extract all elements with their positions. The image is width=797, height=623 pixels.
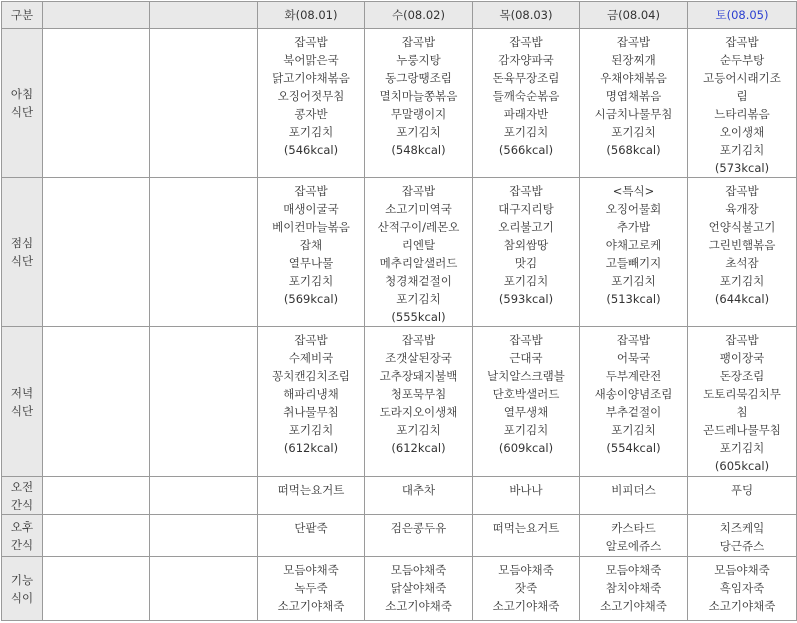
blank-cell (150, 515, 258, 557)
menu-item: 닭살야채죽 (390, 581, 447, 595)
menu-item: 어묵국 (616, 351, 651, 365)
menu-cell (365, 557, 473, 621)
menu-cell (580, 178, 688, 327)
menu-item: 순두부탕 (719, 53, 765, 67)
menu-cell (258, 477, 365, 515)
menu-item: <특식> (612, 184, 655, 198)
menu-item: 잡곡밥 (401, 184, 436, 198)
blank-cell (43, 327, 150, 477)
menu-item: 녹두죽 (294, 581, 328, 595)
menu-item: 떠먹는요거트 (277, 483, 345, 497)
menu-item: 꽁치캔김치조림 (272, 369, 350, 383)
menu-item: 모듬야채죽 (498, 563, 554, 577)
meal-row (2, 327, 797, 477)
menu-item: 포기김치 (719, 143, 765, 157)
menu-item: (568kcal) (606, 143, 661, 157)
day-header-saturday: 토(08.05) (688, 2, 797, 29)
menu-item: 림 (736, 89, 748, 103)
menu-item: 닭고기야채볶음 (272, 71, 350, 85)
blank-cell (150, 178, 258, 327)
menu-item: 날치알스크램블 (487, 369, 565, 383)
menu-cell (258, 515, 365, 557)
blank-cell (43, 515, 150, 557)
day-header: 목(08.03) (473, 2, 580, 29)
menu-item: 두부계란전 (605, 369, 662, 383)
menu-item: 언양식불고기 (708, 220, 776, 234)
menu-item: (573kcal) (714, 161, 770, 175)
menu-item: 시금치나물무침 (594, 107, 673, 121)
menu-item: 초석잠 (725, 256, 759, 270)
meal-row (2, 557, 797, 621)
menu-item: 소고기야채죽 (708, 599, 776, 613)
menu-cell (580, 515, 688, 557)
row-label-text: 저녁 (10, 385, 34, 400)
menu-item: 동그랑땡조림 (385, 71, 452, 85)
menu-cell (473, 557, 580, 621)
menu-item: 오리불고기 (498, 220, 554, 234)
menu-item: 새송이양념조림 (594, 387, 673, 401)
menu-item: 산적구이/레몬오 (377, 220, 460, 234)
menu-item: 팽이장국 (719, 351, 765, 365)
meal-row (2, 515, 797, 557)
menu-item: 잡곡밥 (401, 333, 436, 347)
menu-item: (644kcal) (714, 292, 770, 306)
menu-item: 곤드레나물무침 (703, 423, 781, 437)
row-label-text: 기능 (10, 572, 34, 587)
menu-item: (548kcal) (391, 143, 446, 157)
menu-cell (365, 178, 473, 327)
menu-item: 침 (736, 405, 748, 419)
menu-item: 청포묵무침 (390, 387, 447, 401)
blank-cell (43, 557, 150, 621)
menu-item: 포기김치 (396, 292, 441, 306)
menu-cell (473, 29, 580, 178)
menu-item: 추가밥 (616, 220, 651, 234)
menu-item: 모듬야채죽 (390, 563, 447, 577)
menu-cell (580, 327, 688, 477)
menu-item: 치즈케잌 (719, 521, 765, 535)
menu-item: 매생이굴국 (283, 202, 339, 216)
menu-item: 포기김치 (288, 274, 334, 288)
meal-row (2, 178, 797, 327)
menu-item: 알로에쥬스 (605, 539, 662, 553)
menu-cell (365, 477, 473, 515)
row-label-text: 오후 (10, 519, 34, 534)
menu-item: 포기김치 (503, 274, 549, 288)
menu-item: 포기김치 (288, 423, 334, 437)
menu-item: 포기김치 (611, 125, 656, 139)
row-label (2, 515, 43, 557)
menu-item: 잡곡밥 (509, 35, 543, 49)
menu-item: 야채고로케 (605, 238, 662, 252)
menu-item: 열무나물 (288, 256, 334, 270)
menu-item: 잡곡밥 (509, 184, 543, 198)
blank-cell (43, 178, 150, 327)
menu-item: 콩자반 (294, 107, 328, 121)
row-label-text: 간식 (10, 497, 34, 512)
menu-item: 부추겉절이 (605, 405, 662, 419)
menu-item: 메추리알샐러드 (379, 256, 458, 270)
menu-item: 단호박샐러드 (492, 387, 560, 401)
menu-item: (555kcal) (391, 310, 446, 324)
menu-item: 느타리볶음 (714, 107, 770, 121)
menu-item: 흑임자죽 (719, 581, 765, 595)
menu-item: 잡곡밥 (616, 333, 651, 347)
row-label-text: 식단 (10, 403, 34, 418)
menu-item: (612kcal) (283, 441, 339, 455)
menu-cell (688, 29, 797, 178)
menu-item: 오징어젓무침 (277, 89, 345, 103)
menu-cell (365, 327, 473, 477)
row-label (2, 557, 43, 621)
menu-item: 포기김치 (503, 423, 549, 437)
menu-item: 베이컨마늘볶음 (272, 220, 350, 234)
menu-item: 열무생채 (503, 405, 549, 419)
menu-item: 수제비국 (288, 351, 334, 365)
menu-item: 잡곡밥 (509, 333, 543, 347)
menu-item: 떠먹는요거트 (492, 521, 560, 535)
day-header: 금(08.04) (580, 2, 688, 29)
menu-item: 잡채 (299, 238, 323, 252)
menu-item: 고등어시래기조 (703, 71, 781, 85)
menu-item: 들깨숙순볶음 (492, 89, 560, 103)
row-label-text: 식단 (10, 254, 34, 268)
row-label-text: 식단 (10, 105, 34, 119)
menu-item: 잡곡밥 (294, 35, 328, 49)
menu-cell (258, 557, 365, 621)
menu-item: 파래자반 (503, 107, 549, 121)
menu-item: 고들빼기지 (605, 256, 662, 270)
menu-item: 포기김치 (719, 441, 765, 455)
row-label-text: 아침 (10, 87, 34, 101)
menu-item: 카스타드 (611, 521, 656, 535)
menu-item: 청경채겉절이 (385, 274, 452, 288)
row-label-text: 간식 (10, 537, 34, 552)
menu-item: 맛김 (514, 256, 538, 270)
menu-item: 무말랭이지 (390, 107, 447, 121)
blank-cell (150, 29, 258, 178)
menu-cell (580, 557, 688, 621)
menu-item: (554kcal) (606, 441, 661, 455)
menu-item: 검은콩두유 (390, 521, 447, 535)
menu-item: 잡곡밥 (294, 184, 328, 198)
menu-cell (688, 178, 797, 327)
menu-item: 누룽지탕 (396, 53, 441, 67)
row-label (2, 327, 43, 477)
menu-item: (566kcal) (498, 143, 554, 157)
menu-cell (258, 29, 365, 178)
menu-item: 포기김치 (611, 423, 656, 437)
header-row (2, 2, 797, 29)
menu-item: 참외쌈땅 (503, 238, 549, 252)
menu-cell (688, 515, 797, 557)
row-label-text: 오전 (10, 479, 34, 494)
day-header: 화(08.01) (258, 2, 365, 29)
menu-cell (365, 29, 473, 178)
menu-cell (473, 327, 580, 477)
blank-header-1 (43, 2, 150, 29)
menu-item: 소고기야채죽 (277, 599, 345, 613)
menu-item: 도라지오이생채 (379, 405, 458, 419)
row-label-text: 식이 (10, 590, 34, 605)
menu-item: (593kcal) (498, 292, 554, 306)
row-label (2, 477, 43, 515)
menu-cell (580, 477, 688, 515)
menu-item: (569kcal) (283, 292, 339, 306)
day-header: 수(08.02) (365, 2, 473, 29)
menu-item: 포기김치 (503, 125, 549, 139)
menu-item: 근대국 (509, 351, 543, 365)
menu-item: 돈장조림 (719, 369, 765, 383)
category-header: 구분 (2, 2, 43, 29)
menu-item: 소고기야채죽 (385, 599, 452, 613)
menu-item: 도토리묵김치무 (703, 387, 781, 401)
menu-item: 오이생채 (719, 125, 765, 139)
blank-cell (43, 477, 150, 515)
menu-item: 잣죽 (514, 581, 538, 595)
menu-item: 그린빈햄볶음 (708, 238, 776, 252)
menu-item: 포기김치 (719, 274, 765, 288)
menu-item: 푸딩 (730, 483, 754, 497)
menu-cell (688, 327, 797, 477)
menu-item: 고추장돼지불백 (379, 369, 458, 383)
menu-cell (473, 515, 580, 557)
weekly-meal-table (1, 1, 797, 621)
menu-item: 잡곡밥 (294, 333, 328, 347)
menu-cell (580, 29, 688, 178)
menu-item: 소고기야채죽 (492, 599, 560, 613)
menu-item: 조갯살된장국 (385, 351, 452, 365)
menu-item: 모듬야채죽 (283, 563, 339, 577)
menu-item: 해파리냉채 (283, 387, 339, 401)
menu-item: (546kcal) (283, 143, 339, 157)
menu-item: 잡곡밥 (725, 184, 759, 198)
menu-item: 잡곡밥 (725, 35, 759, 49)
row-label (2, 29, 43, 178)
menu-item: 된장찌개 (611, 53, 656, 67)
menu-item: 단팥죽 (294, 521, 328, 535)
menu-item: 오징어물회 (605, 202, 662, 216)
menu-item: (513kcal) (606, 292, 661, 306)
menu-item: 멸치마늘쫑볶음 (379, 89, 458, 103)
menu-item: 감자양파국 (498, 53, 554, 67)
blank-header-2 (150, 2, 258, 29)
meal-row (2, 477, 797, 515)
menu-cell (473, 178, 580, 327)
menu-item: 당근쥬스 (719, 539, 765, 553)
menu-item: 육개장 (725, 202, 759, 216)
menu-item: 북어맑은국 (283, 53, 339, 67)
menu-item: 돈육무장조림 (492, 71, 560, 85)
menu-item: (605kcal) (714, 459, 770, 473)
menu-item: 대추차 (401, 483, 436, 497)
menu-item: 잡곡밥 (725, 333, 759, 347)
menu-cell (365, 515, 473, 557)
menu-cell (473, 477, 580, 515)
menu-item: 참치야채죽 (605, 581, 662, 595)
menu-item: 모듬야채죽 (714, 563, 770, 577)
blank-cell (150, 477, 258, 515)
menu-item: 바나나 (509, 483, 543, 497)
row-label (2, 178, 43, 327)
menu-item: (612kcal) (391, 441, 446, 455)
menu-item: 명엽채볶음 (605, 89, 662, 103)
blank-cell (150, 557, 258, 621)
menu-item: 리엔탈 (401, 238, 436, 252)
menu-cell (258, 178, 365, 327)
meal-row (2, 29, 797, 178)
menu-item: (609kcal) (498, 441, 554, 455)
menu-item: 모듬야채죽 (605, 563, 662, 577)
menu-item: 포기김치 (288, 125, 334, 139)
menu-item: 대구지리탕 (498, 202, 554, 216)
menu-cell (258, 327, 365, 477)
menu-item: 비피더스 (611, 483, 656, 497)
menu-item: 소고기미역국 (385, 202, 452, 216)
menu-item: 포기김치 (396, 423, 441, 437)
menu-item: 포기김치 (396, 125, 441, 139)
menu-item: 소고기야채죽 (600, 599, 667, 613)
menu-item: 우채야채볶음 (600, 71, 667, 85)
menu-item: 잡곡밥 (401, 35, 436, 49)
menu-cell (688, 477, 797, 515)
menu-cell (688, 557, 797, 621)
blank-cell (43, 29, 150, 178)
menu-item: 포기김치 (611, 274, 656, 288)
blank-cell (150, 327, 258, 477)
row-label-text: 점심 (10, 236, 34, 250)
menu-item: 취나물무침 (283, 405, 339, 419)
menu-item: 잡곡밥 (616, 35, 651, 49)
